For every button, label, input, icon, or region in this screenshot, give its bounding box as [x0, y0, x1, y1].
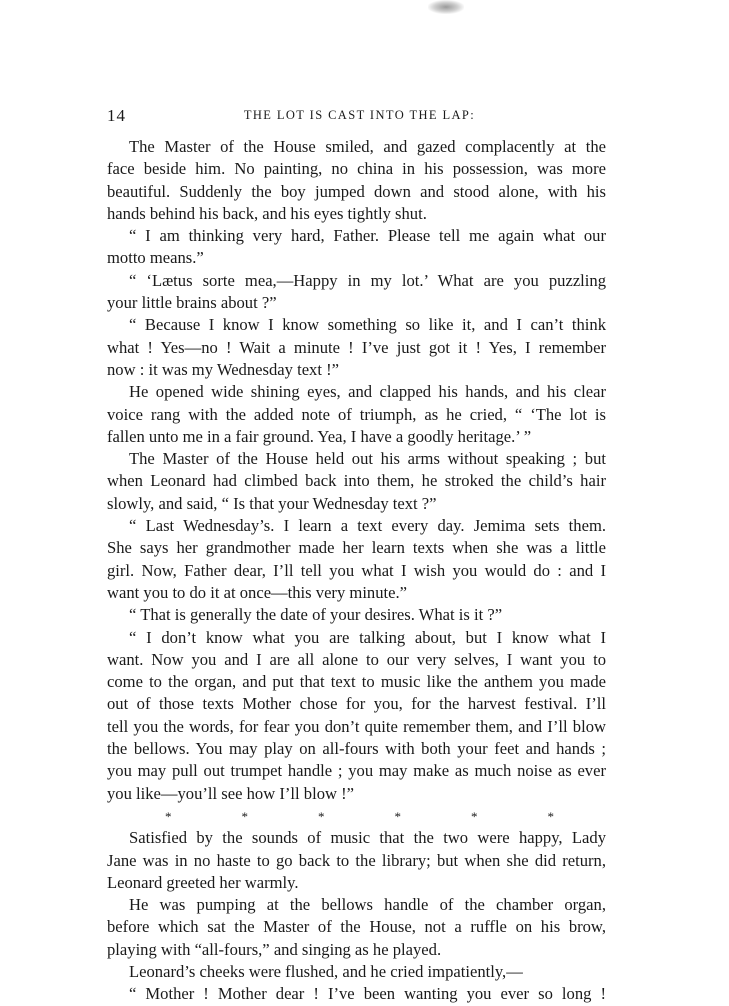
text-line: “ Mother ! Mother dear ! I’ve been wanting you ever so long !	[129, 984, 606, 1004]
text-line: your little brains about ?”	[107, 293, 277, 313]
text-line: voice rang with the added note of triumph, as he cried, “ ‘The lot is	[107, 404, 606, 424]
body-text	[107, 136, 606, 1006]
page-header	[107, 106, 604, 126]
running-head: THE LOT IS CAST INTO THE LAP:	[243, 108, 476, 122]
section-break-star: *	[241, 808, 248, 824]
section-break-star: *	[165, 808, 172, 824]
text-line: out of those texts Mother chose for you, for the harvest festival. I’ll	[107, 694, 606, 714]
text-line: He opened wide shining eyes, and clapped his hands, and his clear	[129, 382, 606, 402]
text-line: Leonard greeted her warmly.	[107, 872, 299, 892]
text-line: Satisfied by the sounds of music that the two were happy, Lady	[129, 828, 606, 848]
text-line: “ I don’t know what you are talking about, but I know what I	[129, 627, 606, 647]
text-line: “ I am thinking very hard, Father. Please tell me again what our	[129, 226, 606, 246]
text-line: Leonard’s cheeks were flushed, and he cried impatiently,—	[129, 961, 523, 981]
text-line: slowly, and said, “ Is that your Wednesday text ?”	[107, 493, 437, 513]
section-break-star: *	[318, 808, 325, 824]
text-line: beautiful. Suddenly the boy jumped down and stood alone, with his	[107, 181, 606, 201]
text-line: playing with “all-fours,” and singing as he played.	[107, 939, 442, 959]
text-line: want you to do it at once—this very minute.”	[107, 582, 408, 602]
section-break	[107, 805, 606, 827]
text-line: come to the organ, and put that text to music like the anthem you made	[107, 672, 606, 692]
text-line: what ! Yes—no ! Wait a minute ! I’ve just got it ! Yes, I remember	[107, 337, 606, 357]
text-line: She says her grandmother made her learn texts when she was a little	[107, 538, 606, 558]
text-line: you may pull out trumpet handle ; you may make as much noise as ever	[107, 761, 606, 781]
text-line: face beside him. No painting, no china in his possession, was more	[107, 159, 606, 179]
text-line: The Master of the House held out his arms without speaking ; but	[129, 449, 606, 469]
section-break-star: *	[547, 808, 554, 824]
text-line: you like—you’ll see how I’ll blow !”	[107, 783, 355, 803]
section-break-star: *	[394, 808, 401, 824]
text-line: want. Now you and I are all alone to our very selves, I want you to	[107, 649, 606, 669]
text-line: He was pumping at the bellows handle of the chamber organ,	[129, 895, 606, 915]
text-line: girl. Now, Father dear, I’ll tell you what I wish you would do : and I	[107, 560, 606, 580]
text-line: The Master of the House smiled, and gazed complacently at the	[129, 137, 606, 156]
section-break-star: *	[471, 808, 478, 824]
text-line: the bellows. You may play on all-fours with both your feet and hands ;	[107, 739, 606, 759]
text-line: when Leonard had climbed back into them, he stroked the child’s hair	[107, 471, 606, 491]
text-line: fallen unto me in a fair ground. Yea, I have a goodly heritage.’ ”	[107, 426, 532, 446]
text-line: “ That is generally the date of your desires. What is it ?”	[129, 605, 503, 625]
page-smudge	[428, 0, 464, 14]
text-line: “ Because I know I know something so like it, and I can’t think	[129, 315, 606, 335]
text-line: before which sat the Master of the House, not a ruffle on his brow,	[107, 917, 606, 937]
text-line: “ Last Wednesday’s. I learn a text every day. Jemima sets them.	[129, 516, 606, 536]
text-line: Jane was in no haste to go back to the library; but when she did return,	[107, 850, 606, 870]
text-line: motto means.”	[107, 248, 204, 268]
text-line: tell you the words, for fear you don’t quite remember them, and I’ll blow	[107, 716, 606, 736]
text-line: hands behind his back, and his eyes tightly shut.	[107, 203, 427, 223]
page-number: 14	[107, 106, 126, 125]
text-line: “ ‘Lætus sorte mea,—Happy in my lot.’ What are you puzzling	[129, 270, 606, 290]
text-line: now : it was my Wednesday text !”	[107, 359, 340, 379]
